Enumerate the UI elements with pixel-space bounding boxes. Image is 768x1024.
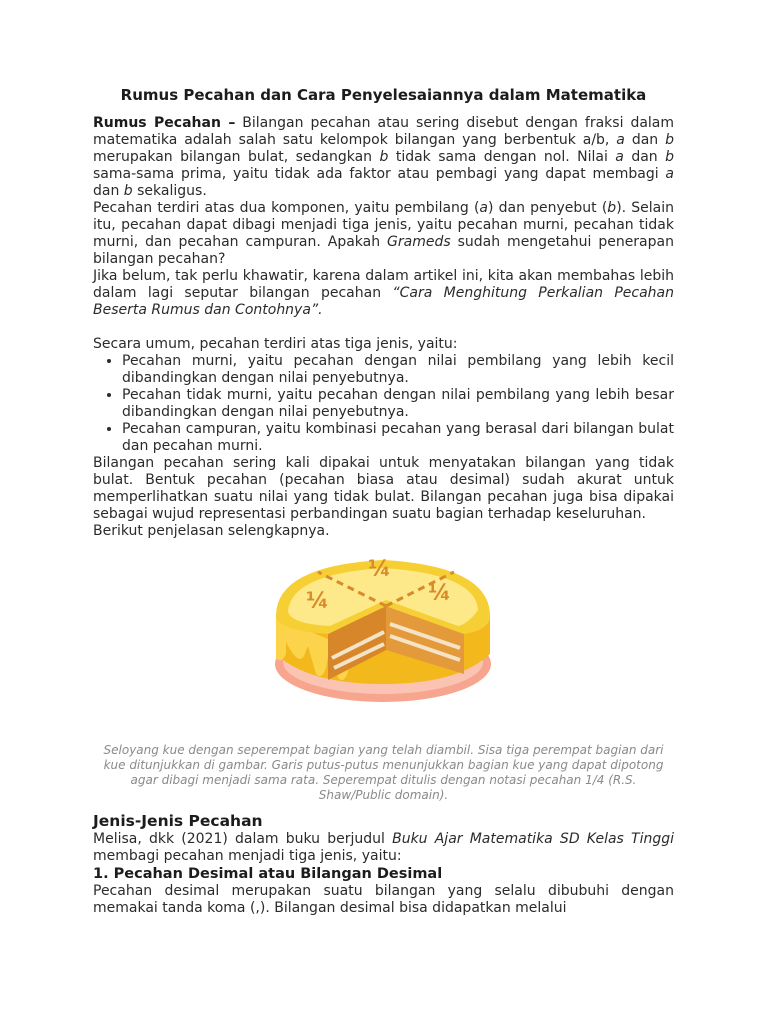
text-run: Pecahan terdiri atas dua komponen, yaitu pembilang ( [93, 200, 480, 216]
italic-text: b [665, 149, 674, 165]
text-run: dan [623, 149, 666, 165]
text-run: membagi pecahan menjadi tiga jenis, yaitu: [93, 848, 402, 864]
paragraph-reference [93, 268, 674, 319]
text-run: ). Selain itu, pecahan dapat dibagi menjadi tiga jenis, yaitu pecahan murni, pecahan tidak murni, dan pecahan campuran. Apakah [93, 200, 674, 250]
italic-text: b [607, 200, 617, 216]
spacer [93, 319, 674, 336]
text-run: ) dan penyebut ( [488, 200, 608, 216]
paragraph-source [93, 831, 674, 865]
text-run: Melisa, dkk (2021) dalam buku berjudul [93, 831, 393, 847]
text-run: dan [624, 132, 666, 148]
article-title: Rumus Pecahan dan Cara Penyelesaiannya dalam Matematika [120, 86, 647, 104]
text-run: sama-sama prima, yaitu tidak ada faktor atau pembagi yang dapat membagi [93, 166, 666, 182]
text-run: merupakan bilangan bulat, sedangkan [93, 149, 380, 165]
text-run: sudah mengetahui penerapan bilangan pecahan? [93, 234, 674, 267]
text-run: Jika belum, tak perlu khawatir, karena dalam artikel ini, kita akan membahas lebih dalam lagi seputar bilangan pecahan [93, 268, 674, 301]
intro-paragraph [93, 115, 674, 200]
italic-text: a [615, 149, 624, 165]
figure-caption: Seloyang kue dengan seperempat bagian yang telah diambil. Sisa tiga perempat bagian dari kue ditunjukkan di gambar. Garis putus-putus menunjukkan bagian kue yang dapat dipotong agar dibagi menjadi sama rata. Seperempat ditulis dengan notasi pecahan 1/4 (R.S. Shaw/Public domain). [103, 743, 664, 802]
italic-text: b [665, 132, 674, 148]
cake-figure [93, 546, 674, 741]
paragraph-decimal: Pecahan desimal merupakan suatu bilangan yang selalu dibubuhi dengan memakai tanda koma (,). Bilangan desimal bisa didapatkan melalui [93, 883, 674, 916]
italic-text: “Cara Menghitung Perkalian Pecahan Beserta Rumus dan Contohnya”. [93, 285, 674, 318]
italic-text: b [379, 149, 389, 165]
italic-text: a [479, 200, 489, 216]
text-run: sekaligus. [132, 183, 207, 199]
intro-bold-term: Rumus Pecahan – [93, 115, 236, 131]
intro-text: Bilangan pecahan atau sering disebut dengan fraksi dalam matematika adalah salah satu kelompok bilangan yang berbentuk a/b, [93, 115, 675, 148]
fraction-label-left: ¼ [306, 589, 329, 614]
italic-text: b [123, 183, 133, 199]
fraction-label-right: ¼ [428, 581, 451, 606]
document-page [93, 86, 674, 917]
list-item: • Pecahan tidak murni, yaitu pecahan dengan nilai pembilang yang lebih besar dibandingkan dengan nilai penyebutnya. [122, 387, 674, 421]
list-item: • Pecahan campuran, yaitu kombinasi pecahan yang berasal dari bilangan bulat dan pecahan murni. [122, 421, 674, 455]
italic-text: Grameds [387, 234, 451, 250]
paragraph-components [93, 200, 674, 268]
text-run: dan [93, 183, 124, 199]
subsection-heading: 1. Pecahan Desimal atau Bilangan Desimal [93, 866, 443, 882]
text-run: tidak sama dengan nol. Nilai [388, 149, 616, 165]
italic-text: a [665, 166, 674, 182]
paragraph-usage: Bilangan pecahan sering kali dipakai untuk menyatakan bilangan yang tidak bulat. Bentuk pecahan (pecahan biasa atau desimal) sudah akurat untuk memperlihatkan suatu nilai yang tidak bulat. Bilangan pecahan juga bisa dipakai sebagai wujud representasi perbandingan suatu bagian terhadap keseluruhan. [93, 455, 674, 522]
list-intro: Secara umum, pecahan terdiri atas tiga jenis, yaitu: [93, 336, 458, 352]
section-heading: Jenis-Jenis Pecahan [93, 812, 263, 830]
list-item: • Pecahan murni, yaitu pecahan dengan nilai pembilang yang lebih kecil dibandingkan dengan nilai penyebutnya. [122, 353, 674, 387]
paragraph-transition: Berikut penjelasan selengkapnya. [93, 523, 330, 539]
cake-illustration [268, 546, 498, 708]
italic-text: a [609, 132, 625, 148]
types-list [93, 353, 674, 455]
italic-text: Buku Ajar Matematika SD Kelas Tinggi [392, 831, 675, 847]
fraction-label-top: ¼ [368, 557, 391, 582]
